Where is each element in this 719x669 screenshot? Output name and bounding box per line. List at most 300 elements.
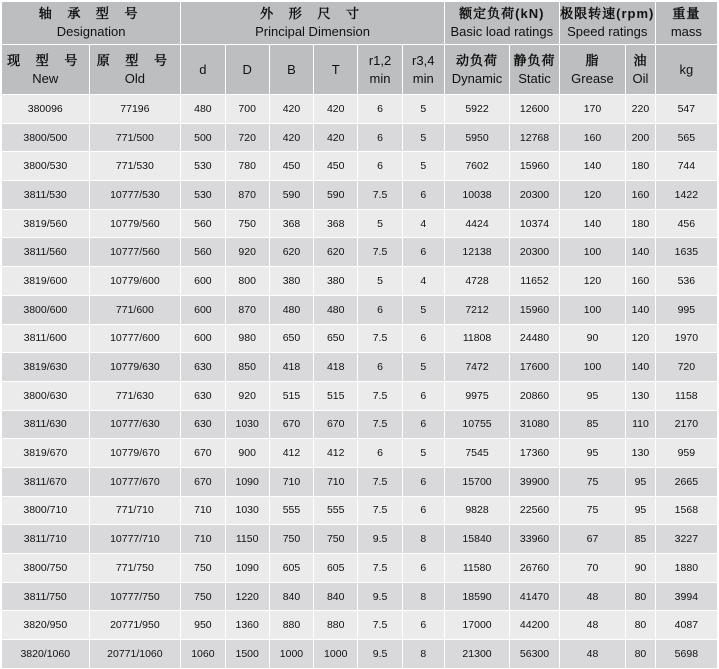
cell-d: 630 [181, 381, 225, 410]
cell-old-model: 771/600 [89, 295, 181, 324]
cell-B: 480 [269, 295, 313, 324]
cell-grease-speed: 75 [559, 467, 625, 496]
cell-T: 670 [314, 410, 358, 439]
cell-dynamic-load: 11808 [444, 324, 509, 353]
cell-B: 515 [269, 381, 313, 410]
cell-T: 450 [314, 152, 358, 181]
table-row [2, 582, 718, 611]
cell-new-model: 3800/600 [2, 295, 90, 324]
cell-D: 1220 [225, 582, 269, 611]
d-header: d [181, 45, 225, 95]
mass-zh: 重量 [672, 6, 701, 21]
cell-T: 515 [314, 381, 358, 410]
cell-oil-speed: 110 [626, 410, 656, 439]
cell-new-model: 3811/600 [2, 324, 90, 353]
cell-grease-speed: 95 [559, 381, 625, 410]
cell-r34: 6 [402, 611, 444, 640]
cell-static-load: 26760 [510, 554, 560, 583]
table-row [2, 95, 718, 124]
cell-oil-speed: 130 [626, 439, 656, 468]
cell-new-model: 3811/750 [2, 582, 90, 611]
speed-zh: 极限转速(rpm) [560, 6, 655, 21]
r34-bottom: min [412, 70, 434, 86]
r34-top: r3,4 [412, 52, 435, 68]
cell-B: 880 [269, 611, 313, 640]
load-zh: 额定负荷(kN) [459, 6, 545, 21]
cell-mass: 5698 [655, 640, 717, 669]
table-row [2, 640, 718, 669]
cell-oil-speed: 160 [626, 181, 656, 210]
cell-T: 710 [314, 467, 358, 496]
table-row [2, 209, 718, 238]
cell-T: 840 [314, 582, 358, 611]
cell-old-model: 10777/530 [89, 181, 181, 210]
cell-static-load: 24480 [510, 324, 560, 353]
cell-oil-speed: 140 [626, 295, 656, 324]
cell-r12: 6 [358, 95, 402, 124]
cell-old-model: 771/500 [89, 123, 181, 152]
cell-grease-speed: 67 [559, 525, 625, 554]
cell-grease-speed: 120 [559, 181, 625, 210]
cell-dynamic-load: 21300 [444, 640, 509, 669]
cell-mass: 2170 [655, 410, 717, 439]
cell-T: 412 [314, 439, 358, 468]
cell-d: 600 [181, 267, 225, 296]
cell-static-load: 11652 [510, 267, 560, 296]
cell-mass: 565 [655, 123, 717, 152]
cell-old-model: 10777/710 [89, 525, 181, 554]
grease-en: Grease [571, 70, 614, 86]
cell-d: 530 [181, 152, 225, 181]
principal-zh: 外 形 尺 寸 [260, 6, 365, 21]
cell-r12: 6 [358, 439, 402, 468]
cell-oil-speed: 140 [626, 353, 656, 382]
cell-old-model: 77196 [89, 95, 181, 124]
cell-grease-speed: 95 [559, 439, 625, 468]
cell-r12: 7.5 [358, 381, 402, 410]
new-en: New [32, 70, 59, 86]
cell-old-model: 10777/750 [89, 582, 181, 611]
cell-static-load: 22560 [510, 496, 560, 525]
cell-mass: 1422 [655, 181, 717, 210]
cell-grease-speed: 48 [559, 640, 625, 669]
cell-dynamic-load: 4424 [444, 209, 509, 238]
cell-r34: 5 [402, 295, 444, 324]
cell-D: 1030 [225, 410, 269, 439]
cell-oil-speed: 140 [626, 238, 656, 267]
cell-B: 710 [269, 467, 313, 496]
table-row [2, 267, 718, 296]
cell-B: 620 [269, 238, 313, 267]
oil-header [626, 45, 656, 95]
cell-dynamic-load: 18590 [444, 582, 509, 611]
cell-r34: 4 [402, 267, 444, 296]
cell-D: 720 [225, 123, 269, 152]
cell-new-model: 3820/950 [2, 611, 90, 640]
cell-old-model: 10777/670 [89, 467, 181, 496]
cell-d: 560 [181, 209, 225, 238]
cell-r34: 6 [402, 238, 444, 267]
new-header [2, 45, 90, 95]
cell-T: 368 [314, 209, 358, 238]
table-row [2, 238, 718, 267]
D-header: D [225, 45, 269, 95]
cell-D: 1150 [225, 525, 269, 554]
cell-T: 650 [314, 324, 358, 353]
cell-old-model: 10777/560 [89, 238, 181, 267]
cell-static-load: 17600 [510, 353, 560, 382]
cell-r34: 5 [402, 152, 444, 181]
cell-r12: 6 [358, 295, 402, 324]
cell-B: 670 [269, 410, 313, 439]
cell-dynamic-load: 11580 [444, 554, 509, 583]
grease-zh: 脂 [585, 52, 600, 68]
cell-r34: 8 [402, 582, 444, 611]
principal-en: Principal Dimension [255, 24, 370, 39]
cell-D: 700 [225, 95, 269, 124]
cell-grease-speed: 48 [559, 611, 625, 640]
cell-mass: 547 [655, 95, 717, 124]
cell-static-load: 15960 [510, 295, 560, 324]
header-row-groups [2, 2, 718, 45]
table-row [2, 353, 718, 382]
cell-B: 840 [269, 582, 313, 611]
bearing-spec-table [1, 1, 718, 669]
cell-oil-speed: 200 [626, 123, 656, 152]
oil-zh: 油 [633, 52, 648, 68]
cell-mass: 3994 [655, 582, 717, 611]
cell-mass: 536 [655, 267, 717, 296]
cell-D: 870 [225, 295, 269, 324]
cell-grease-speed: 70 [559, 554, 625, 583]
cell-T: 420 [314, 123, 358, 152]
cell-old-model: 771/710 [89, 496, 181, 525]
oil-en: Oil [632, 70, 649, 86]
cell-mass: 1970 [655, 324, 717, 353]
cell-d: 600 [181, 324, 225, 353]
cell-r12: 7.5 [358, 410, 402, 439]
static-zh: 静负荷 [513, 52, 556, 68]
grease-header [559, 45, 625, 95]
cell-grease-speed: 170 [559, 95, 625, 124]
cell-r12: 7.5 [358, 496, 402, 525]
cell-old-model: 20771/950 [89, 611, 181, 640]
cell-r34: 6 [402, 467, 444, 496]
cell-B: 420 [269, 123, 313, 152]
cell-d: 1060 [181, 640, 225, 669]
cell-T: 750 [314, 525, 358, 554]
cell-r12: 6 [358, 152, 402, 181]
cell-B: 605 [269, 554, 313, 583]
cell-mass: 4087 [655, 611, 717, 640]
cell-grease-speed: 100 [559, 353, 625, 382]
dynamic-header [444, 45, 509, 95]
cell-dynamic-load: 7212 [444, 295, 509, 324]
cell-oil-speed: 90 [626, 554, 656, 583]
load-en: Basic load ratings [450, 24, 554, 39]
cell-grease-speed: 120 [559, 267, 625, 296]
header-row-columns [2, 45, 718, 95]
designation-header [2, 2, 181, 45]
cell-old-model: 10779/630 [89, 353, 181, 382]
cell-r12: 6 [358, 123, 402, 152]
cell-T: 380 [314, 267, 358, 296]
load-ratings-header [444, 2, 559, 45]
cell-static-load: 39900 [510, 467, 560, 496]
cell-d: 630 [181, 353, 225, 382]
cell-r34: 6 [402, 496, 444, 525]
cell-T: 555 [314, 496, 358, 525]
static-en: Static [518, 70, 551, 86]
cell-T: 418 [314, 353, 358, 382]
old-header [89, 45, 181, 95]
cell-static-load: 56300 [510, 640, 560, 669]
cell-D: 920 [225, 238, 269, 267]
cell-r12: 7.5 [358, 611, 402, 640]
cell-D: 1090 [225, 554, 269, 583]
cell-dynamic-load: 10755 [444, 410, 509, 439]
cell-D: 780 [225, 152, 269, 181]
table-row [2, 467, 718, 496]
cell-grease-speed: 160 [559, 123, 625, 152]
cell-static-load: 33960 [510, 525, 560, 554]
cell-r34: 5 [402, 95, 444, 124]
cell-dynamic-load: 15840 [444, 525, 509, 554]
cell-static-load: 17360 [510, 439, 560, 468]
designation-en: Designation [56, 24, 126, 39]
cell-r12: 9.5 [358, 582, 402, 611]
cell-dynamic-load: 5922 [444, 95, 509, 124]
cell-r12: 7.5 [358, 554, 402, 583]
B-header: B [269, 45, 313, 95]
cell-new-model: 3819/670 [2, 439, 90, 468]
cell-static-load: 20300 [510, 181, 560, 210]
cell-mass: 456 [655, 209, 717, 238]
cell-r34: 8 [402, 640, 444, 669]
cell-d: 600 [181, 295, 225, 324]
cell-old-model: 20771/1060 [89, 640, 181, 669]
cell-dynamic-load: 7602 [444, 152, 509, 181]
cell-static-load: 20300 [510, 238, 560, 267]
cell-new-model: 3819/560 [2, 209, 90, 238]
cell-B: 590 [269, 181, 313, 210]
cell-static-load: 44200 [510, 611, 560, 640]
cell-static-load: 20860 [510, 381, 560, 410]
cell-old-model: 10777/630 [89, 410, 181, 439]
cell-old-model: 771/530 [89, 152, 181, 181]
cell-B: 555 [269, 496, 313, 525]
cell-r34: 6 [402, 324, 444, 353]
cell-B: 418 [269, 353, 313, 382]
cell-static-load: 31080 [510, 410, 560, 439]
cell-T: 480 [314, 295, 358, 324]
cell-d: 560 [181, 238, 225, 267]
cell-mass: 1635 [655, 238, 717, 267]
cell-mass: 720 [655, 353, 717, 382]
cell-dynamic-load: 15700 [444, 467, 509, 496]
cell-D: 850 [225, 353, 269, 382]
cell-oil-speed: 85 [626, 525, 656, 554]
speed-en: Speed ratings [567, 24, 648, 39]
table-row [2, 295, 718, 324]
cell-new-model: 3811/560 [2, 238, 90, 267]
cell-oil-speed: 160 [626, 267, 656, 296]
cell-dynamic-load: 17000 [444, 611, 509, 640]
cell-D: 870 [225, 181, 269, 210]
cell-r34: 6 [402, 554, 444, 583]
old-en: Old [124, 70, 145, 86]
cell-dynamic-load: 9828 [444, 496, 509, 525]
cell-old-model: 10779/670 [89, 439, 181, 468]
cell-grease-speed: 75 [559, 496, 625, 525]
cell-T: 620 [314, 238, 358, 267]
cell-new-model: 3811/710 [2, 525, 90, 554]
cell-new-model: 3819/630 [2, 353, 90, 382]
cell-mass: 2665 [655, 467, 717, 496]
table-row [2, 324, 718, 353]
cell-dynamic-load: 7545 [444, 439, 509, 468]
cell-r12: 9.5 [358, 640, 402, 669]
cell-oil-speed: 120 [626, 324, 656, 353]
cell-mass: 744 [655, 152, 717, 181]
cell-r34: 5 [402, 353, 444, 382]
cell-new-model: 3800/530 [2, 152, 90, 181]
cell-grease-speed: 85 [559, 410, 625, 439]
mass-header [655, 2, 717, 45]
r12-header [358, 45, 402, 95]
cell-old-model: 10777/600 [89, 324, 181, 353]
cell-T: 1000 [314, 640, 358, 669]
cell-D: 1500 [225, 640, 269, 669]
cell-B: 750 [269, 525, 313, 554]
cell-r12: 5 [358, 209, 402, 238]
table-row [2, 439, 718, 468]
cell-d: 630 [181, 410, 225, 439]
cell-old-model: 771/750 [89, 554, 181, 583]
cell-oil-speed: 130 [626, 381, 656, 410]
cell-grease-speed: 48 [559, 582, 625, 611]
cell-D: 1030 [225, 496, 269, 525]
new-zh: 现 型 号 [7, 52, 84, 68]
cell-old-model: 10779/600 [89, 267, 181, 296]
cell-D: 1360 [225, 611, 269, 640]
cell-oil-speed: 180 [626, 152, 656, 181]
r34-header [402, 45, 444, 95]
cell-d: 480 [181, 95, 225, 124]
cell-d: 710 [181, 496, 225, 525]
cell-mass: 3227 [655, 525, 717, 554]
cell-T: 420 [314, 95, 358, 124]
cell-B: 450 [269, 152, 313, 181]
cell-new-model: 3820/1060 [2, 640, 90, 669]
cell-r34: 6 [402, 410, 444, 439]
cell-dynamic-load: 10038 [444, 181, 509, 210]
cell-T: 590 [314, 181, 358, 210]
table-row [2, 152, 718, 181]
cell-d: 750 [181, 582, 225, 611]
cell-B: 412 [269, 439, 313, 468]
cell-B: 1000 [269, 640, 313, 669]
cell-r34: 4 [402, 209, 444, 238]
table-row [2, 123, 718, 152]
cell-dynamic-load: 7472 [444, 353, 509, 382]
cell-B: 380 [269, 267, 313, 296]
cell-static-load: 12768 [510, 123, 560, 152]
cell-grease-speed: 140 [559, 209, 625, 238]
cell-static-load: 15960 [510, 152, 560, 181]
cell-D: 800 [225, 267, 269, 296]
cell-static-load: 12600 [510, 95, 560, 124]
table-row [2, 554, 718, 583]
cell-d: 710 [181, 525, 225, 554]
cell-oil-speed: 80 [626, 582, 656, 611]
cell-r12: 9.5 [358, 525, 402, 554]
cell-D: 920 [225, 381, 269, 410]
cell-d: 500 [181, 123, 225, 152]
cell-new-model: 3800/500 [2, 123, 90, 152]
T-header: T [314, 45, 358, 95]
cell-r12: 7.5 [358, 467, 402, 496]
cell-new-model: 3811/530 [2, 181, 90, 210]
cell-T: 605 [314, 554, 358, 583]
cell-mass: 1880 [655, 554, 717, 583]
cell-B: 650 [269, 324, 313, 353]
cell-D: 1090 [225, 467, 269, 496]
table-row [2, 496, 718, 525]
cell-dynamic-load: 9975 [444, 381, 509, 410]
old-zh: 原 型 号 [96, 52, 173, 68]
cell-T: 880 [314, 611, 358, 640]
cell-new-model: 3819/600 [2, 267, 90, 296]
kg-header: kg [655, 45, 717, 95]
cell-d: 750 [181, 554, 225, 583]
principal-dimension-header [181, 2, 445, 45]
cell-old-model: 10779/560 [89, 209, 181, 238]
cell-r12: 6 [358, 353, 402, 382]
cell-mass: 995 [655, 295, 717, 324]
cell-oil-speed: 220 [626, 95, 656, 124]
cell-dynamic-load: 5950 [444, 123, 509, 152]
static-header [510, 45, 560, 95]
cell-r34: 6 [402, 381, 444, 410]
speed-ratings-header [559, 2, 655, 45]
cell-D: 900 [225, 439, 269, 468]
cell-grease-speed: 90 [559, 324, 625, 353]
cell-oil-speed: 95 [626, 496, 656, 525]
designation-zh: 轴 承 型 号 [38, 6, 144, 21]
cell-static-load: 10374 [510, 209, 560, 238]
cell-r12: 7.5 [358, 238, 402, 267]
table-row [2, 181, 718, 210]
cell-static-load: 41470 [510, 582, 560, 611]
cell-r34: 5 [402, 123, 444, 152]
table-row [2, 611, 718, 640]
cell-new-model: 380096 [2, 95, 90, 124]
table-row [2, 525, 718, 554]
table-row [2, 381, 718, 410]
cell-mass: 1158 [655, 381, 717, 410]
cell-r34: 5 [402, 439, 444, 468]
cell-d: 670 [181, 467, 225, 496]
cell-D: 980 [225, 324, 269, 353]
cell-B: 368 [269, 209, 313, 238]
cell-d: 530 [181, 181, 225, 210]
mass-en: mass [670, 24, 702, 39]
cell-dynamic-load: 12138 [444, 238, 509, 267]
cell-new-model: 3800/710 [2, 496, 90, 525]
cell-oil-speed: 180 [626, 209, 656, 238]
cell-oil-speed: 80 [626, 640, 656, 669]
